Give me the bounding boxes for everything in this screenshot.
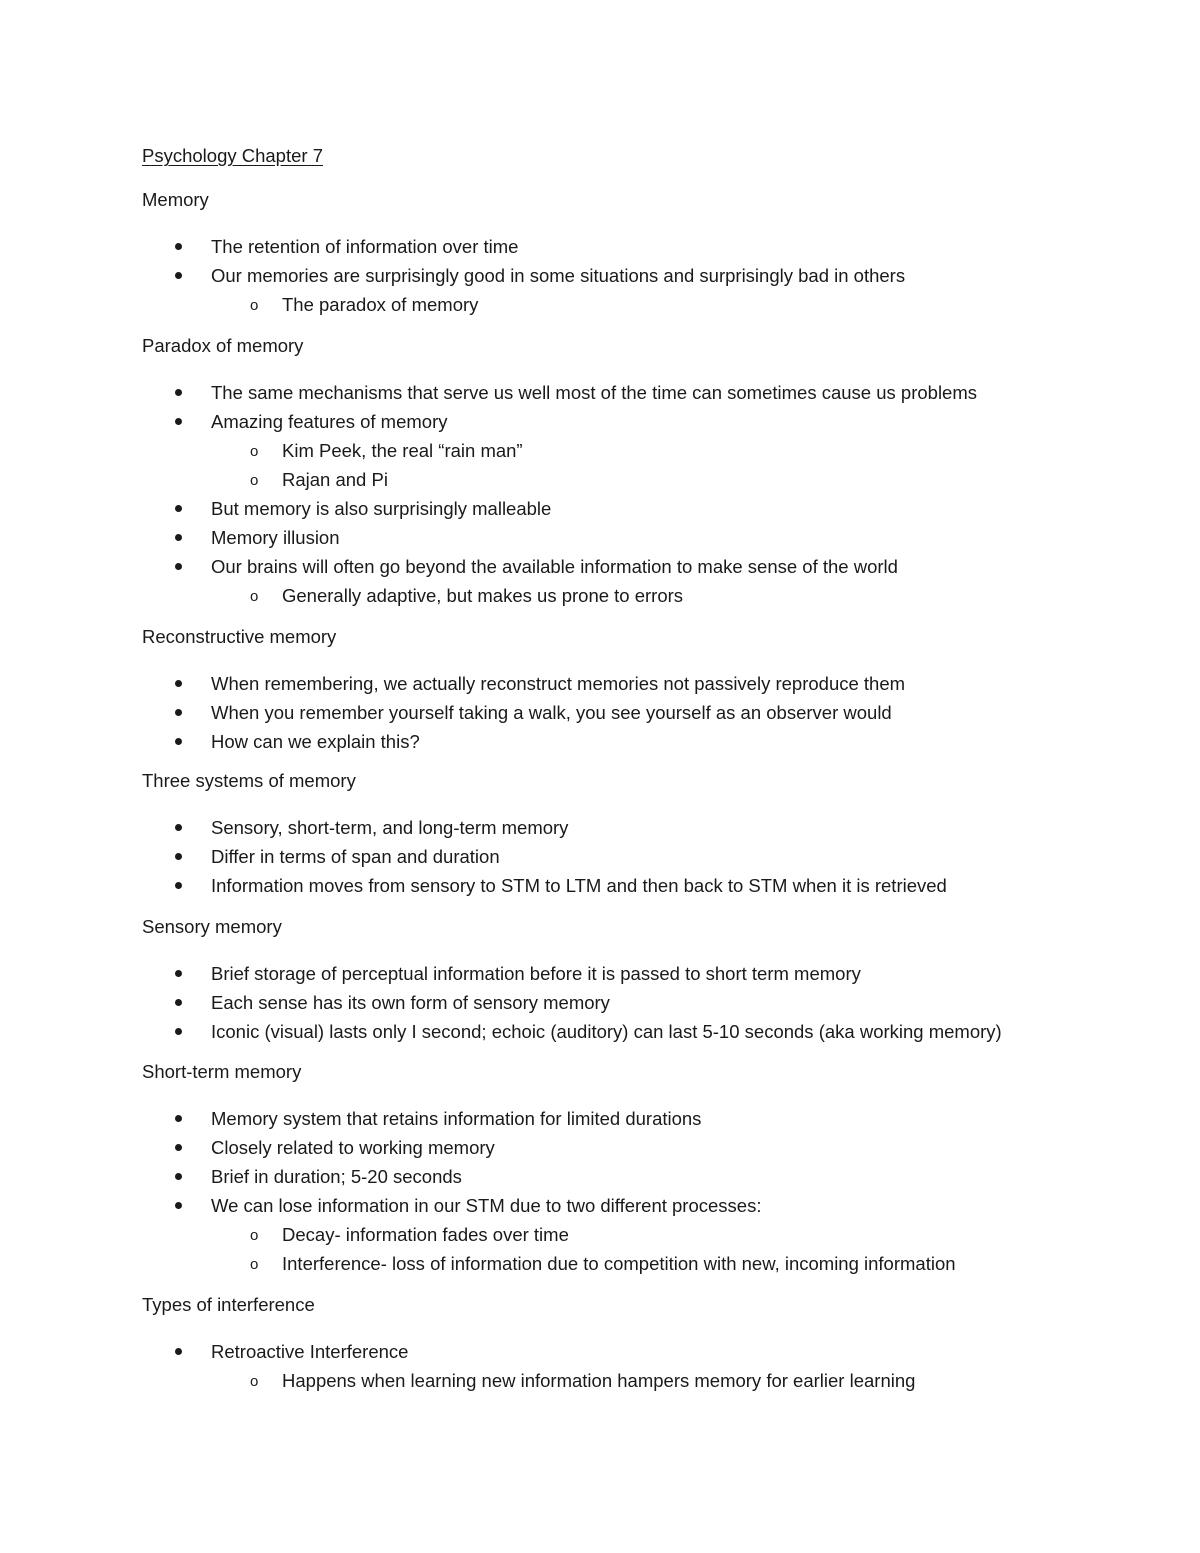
bullet-dot-icon [175, 680, 182, 687]
bullet-item [142, 871, 1142, 900]
bullet-dot-icon [175, 824, 182, 831]
bullet-item [142, 988, 1142, 1017]
bullet-item [142, 523, 1142, 552]
circle-bullet-icon: o [250, 588, 259, 605]
bullet-dot-icon [175, 970, 182, 977]
bullet-text: Information moves from sensory to STM to LTM and then back to STM when it is retrieved [211, 875, 947, 896]
bullet-dot-icon [175, 505, 182, 512]
bullet-text: Iconic (visual) lasts only I second; echoic (auditory) can last 5-10 seconds (aka working memory) [211, 1021, 1002, 1042]
bullet-item [142, 232, 1142, 261]
sub-bullet-text: Decay- information fades over time [282, 1224, 569, 1245]
sub-bullet-text: Generally adaptive, but makes us prone to errors [282, 585, 684, 606]
bullet-dot-icon [175, 738, 182, 745]
bullet-dot-icon [175, 243, 182, 250]
section [142, 626, 1142, 756]
bullet-text: But memory is also surprisingly malleable [211, 498, 552, 519]
section [142, 1294, 1142, 1395]
sub-bullet-item [211, 290, 1142, 319]
bullet-item [142, 1133, 1142, 1162]
sub-bullet-list [211, 290, 1142, 319]
section-heading: Sensory memory [142, 916, 282, 937]
bullet-item [142, 1337, 1142, 1395]
section [142, 189, 1142, 319]
bullet-list [142, 669, 1142, 756]
bullet-item [142, 842, 1142, 871]
section [142, 916, 1142, 1046]
section-heading: Three systems of memory [142, 770, 356, 791]
bullet-text: The retention of information over time [211, 236, 519, 257]
bullet-text: Each sense has its own form of sensory memory [211, 992, 610, 1013]
bullet-text: Our brains will often go beyond the available information to make sense of the world [211, 556, 898, 577]
circle-bullet-icon: o [250, 1373, 259, 1390]
bullet-text: Amazing features of memory [211, 411, 448, 432]
circle-bullet-icon: o [250, 1256, 259, 1273]
section-heading: Memory [142, 189, 209, 210]
bullet-dot-icon [175, 853, 182, 860]
bullet-text: Memory illusion [211, 527, 340, 548]
bullet-item [142, 813, 1142, 842]
circle-bullet-icon: o [250, 472, 259, 489]
bullet-text: Differ in terms of span and duration [211, 846, 500, 867]
bullet-text: Brief storage of perceptual information before it is passed to short term memory [211, 963, 861, 984]
bullet-item [142, 1162, 1142, 1191]
bullet-item [142, 1017, 1142, 1046]
bullet-item [142, 407, 1142, 494]
bullet-text: Sensory, short-term, and long-term memory [211, 817, 569, 838]
bullet-text: We can lose information in our STM due to two different processes: [211, 1195, 762, 1216]
bullet-item [142, 698, 1142, 727]
document-title: Psychology Chapter 7 [142, 145, 323, 166]
bullet-dot-icon [175, 1028, 182, 1035]
sub-bullet-item [211, 465, 1142, 494]
bullet-dot-icon [175, 1115, 182, 1122]
sub-bullet-list [211, 436, 1142, 494]
bullet-list [142, 813, 1142, 900]
circle-bullet-icon: o [250, 297, 259, 314]
section-heading: Types of interference [142, 1294, 315, 1315]
section [142, 1061, 1142, 1278]
section [142, 335, 1142, 610]
sub-bullet-text: Kim Peek, the real “rain man” [282, 440, 523, 461]
sub-bullet-text: The paradox of memory [282, 294, 479, 315]
bullet-text: Brief in duration; 5-20 seconds [211, 1166, 462, 1187]
sub-bullet-item [211, 581, 1142, 610]
bullet-text: When you remember yourself taking a walk, you see yourself as an observer would [211, 702, 892, 723]
circle-bullet-icon: o [250, 443, 259, 460]
section-heading: Reconstructive memory [142, 626, 337, 647]
bullet-dot-icon [175, 1144, 182, 1151]
sub-bullet-list [211, 1220, 1142, 1278]
bullet-list [142, 1337, 1142, 1395]
sub-bullet-item [211, 436, 1142, 465]
bullet-item [142, 378, 1142, 407]
sub-bullet-text: Rajan and Pi [282, 469, 388, 490]
bullet-text: Closely related to working memory [211, 1137, 495, 1158]
bullet-text: Memory system that retains information for limited durations [211, 1108, 702, 1129]
bullet-item [142, 1104, 1142, 1133]
bullet-dot-icon [175, 418, 182, 425]
bullet-list [142, 1104, 1142, 1278]
bullet-text: The same mechanisms that serve us well most of the time can sometimes cause us problems [211, 382, 977, 403]
bullet-item [142, 1191, 1142, 1278]
bullet-dot-icon [175, 389, 182, 396]
sub-bullet-list [211, 581, 1142, 610]
section-heading: Paradox of memory [142, 335, 304, 356]
bullet-text: Our memories are surprisingly good in some situations and surprisingly bad in others [211, 265, 906, 286]
bullet-dot-icon [175, 1348, 182, 1355]
bullet-list [142, 378, 1142, 610]
bullet-item [142, 669, 1142, 698]
bullet-dot-icon [175, 709, 182, 716]
section-heading: Short-term memory [142, 1061, 302, 1082]
bullet-dot-icon [175, 272, 182, 279]
bullet-item [142, 494, 1142, 523]
bullet-dot-icon [175, 999, 182, 1006]
bullet-text: When remembering, we actually reconstruct memories not passively reproduce them [211, 673, 906, 694]
sub-bullet-list [211, 1366, 1142, 1395]
bullet-list [142, 959, 1142, 1046]
sub-bullet-item [211, 1249, 1142, 1278]
bullet-dot-icon [175, 882, 182, 889]
bullet-item [142, 552, 1142, 610]
bullet-list [142, 232, 1142, 319]
sub-bullet-item [211, 1366, 1142, 1395]
bullet-dot-icon [175, 1173, 182, 1180]
bullet-item [142, 959, 1142, 988]
circle-bullet-icon: o [250, 1227, 259, 1244]
bullet-text: How can we explain this? [211, 731, 420, 752]
sub-bullet-item [211, 1220, 1142, 1249]
section [142, 770, 1142, 900]
sub-bullet-text: Happens when learning new information hampers memory for earlier learning [282, 1370, 916, 1391]
bullet-item [142, 727, 1142, 756]
bullet-item [142, 261, 1142, 319]
bullet-dot-icon [175, 1202, 182, 1209]
bullet-text: Retroactive Interference [211, 1341, 409, 1362]
bullet-dot-icon [175, 534, 182, 541]
bullet-dot-icon [175, 563, 182, 570]
sub-bullet-text: Interference- loss of information due to competition with new, incoming information [282, 1253, 956, 1274]
